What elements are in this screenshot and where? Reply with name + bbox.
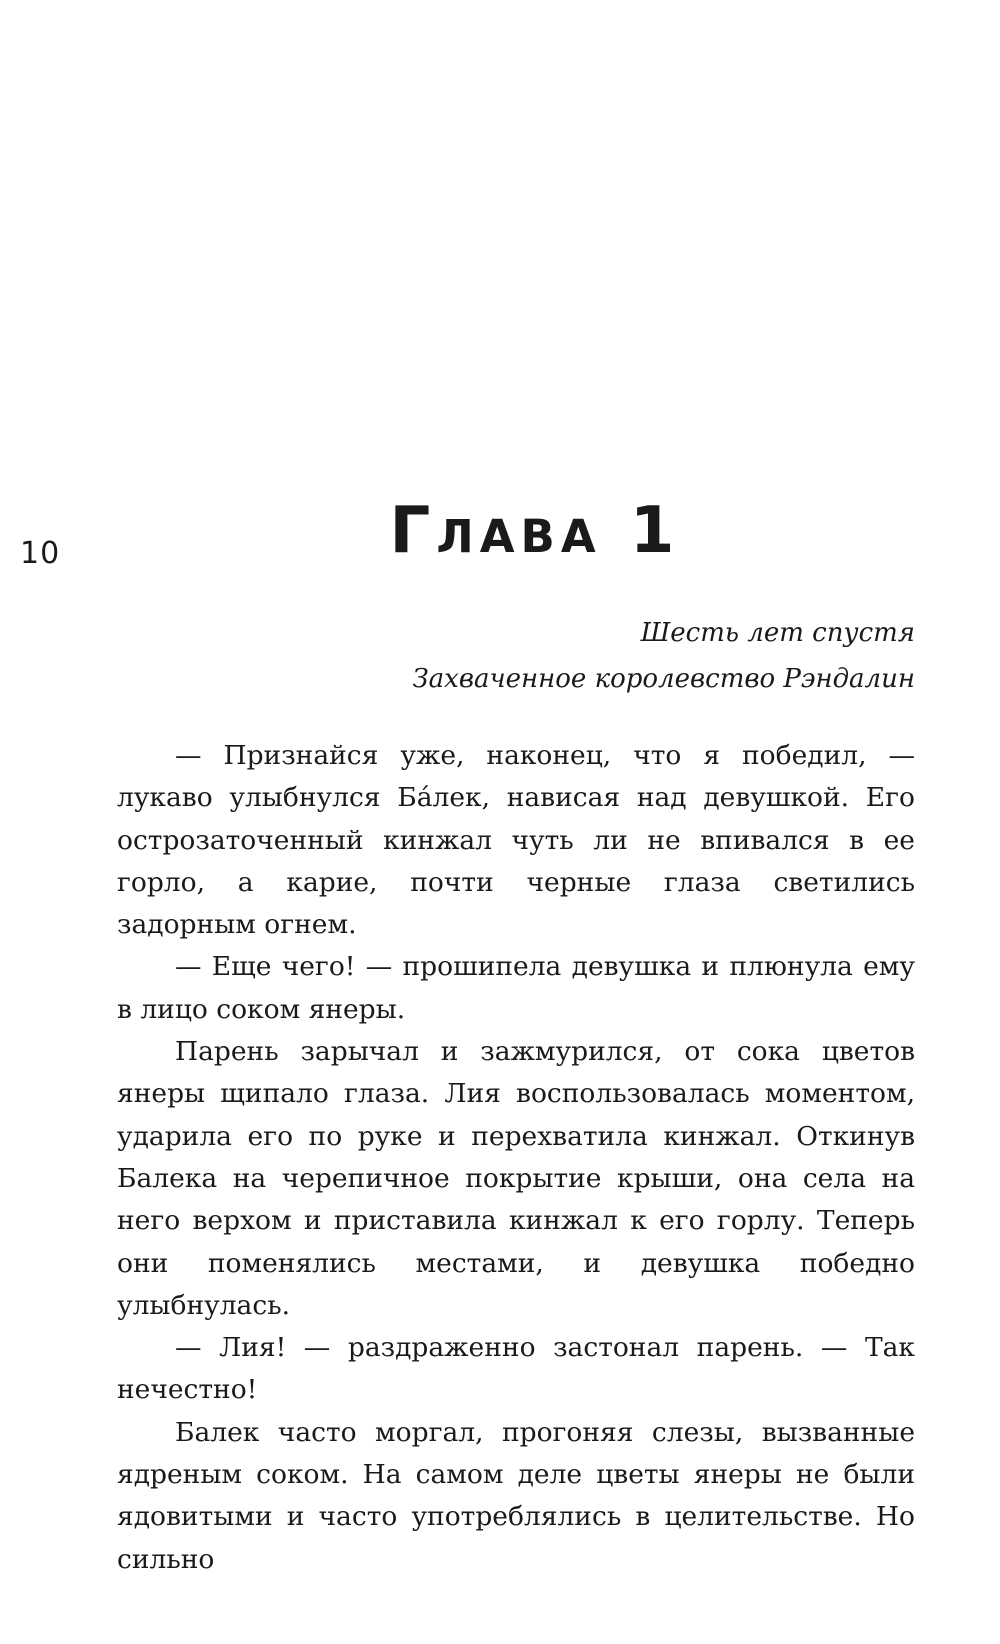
chapter-body [117,735,915,1581]
epigraph-time: Шесть лет спустя [640,618,915,648]
chapter-title: Глава 1 [389,494,681,568]
paragraph: Балек часто моргал, прогоняя слезы, вызванные ядреным соком. На самом деле цветы янеры не были ядовитыми и часто употреблялись в целительстве. Но сильно [117,1416,915,1575]
paragraph: — Еще чего! — прошипела девушка и плюнула ему в лицо соком янеры. [117,951,915,1025]
epigraph-place: Захваченное королевство Рэндалин [412,664,915,694]
epigraph [412,610,915,702]
paragraph: — Признайся уже, наконец, что я победил, — лукаво улыбнулся Ба́лек, нависая над девушкой. Его острозаточенный кинжал чуть ли не впивался в ее горло, а карие, почти черные глаза светились задорным огнем. [117,740,915,941]
paragraph: Парень зарычал и зажмурился, от сока цветов янеры щипало глаза. Лия воспользовалась моментом, ударила его по руке и перехватила кинжал. Откинув Балека на черепичное покрытие крыши, она села на него верхом и приставила кинжал к его горлу. Теперь они поменялись местами, и девушка победно улыбнулась. [117,1036,915,1321]
page-number: 10 [20,536,61,571]
paragraph: — Лия! — раздраженно застонал парень. — Так нечестно! [117,1332,915,1406]
